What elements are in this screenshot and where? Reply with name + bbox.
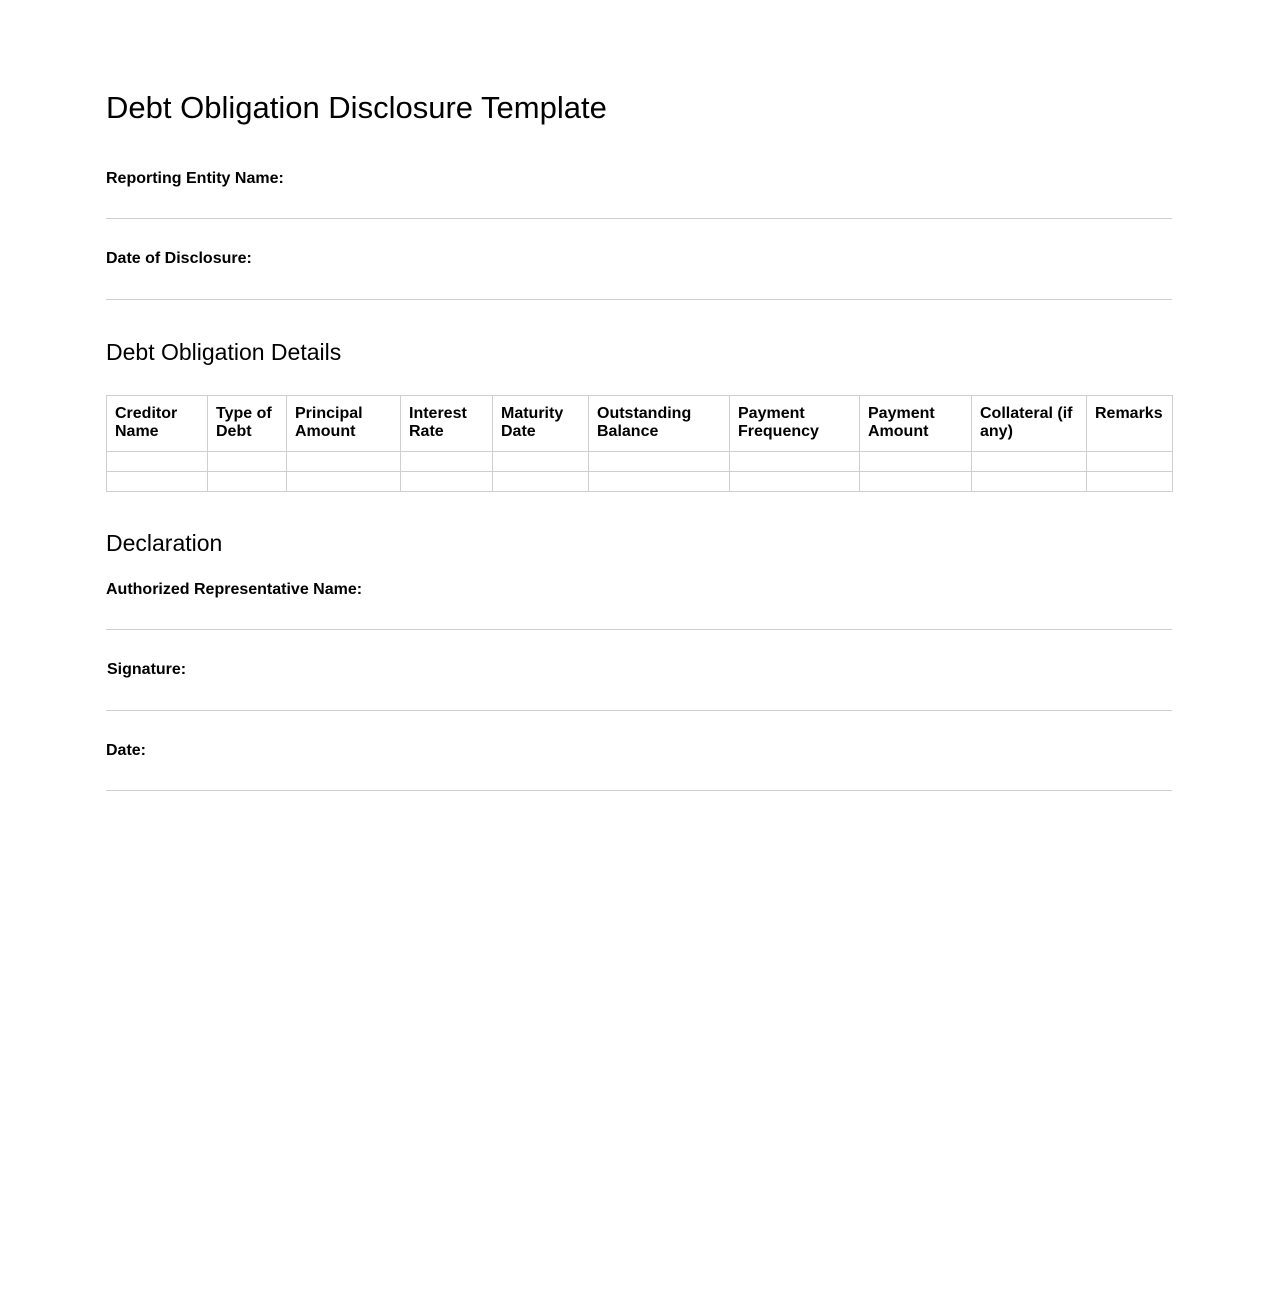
signature-field[interactable] — [106, 660, 1172, 711]
signature-label: Signature: — [107, 661, 187, 678]
date-of-disclosure-field[interactable] — [106, 249, 1172, 300]
table-header-row — [107, 396, 1173, 452]
column-header-outstanding-balance: Outstanding Balance — [589, 396, 730, 452]
page-title: Debt Obligation Disclosure Template — [106, 90, 607, 125]
column-header-collateral: Collateral (if any) — [972, 396, 1087, 452]
table-cell[interactable] — [287, 472, 401, 492]
date-field[interactable] — [106, 741, 1172, 791]
authorized-representative-name-label: Authorized Representative Name: — [106, 581, 363, 598]
column-header-remarks: Remarks — [1087, 396, 1173, 452]
column-header-maturity-date: Maturity Date — [493, 396, 589, 452]
table-cell[interactable] — [493, 452, 589, 472]
table-cell[interactable] — [401, 452, 493, 472]
table-cell[interactable] — [208, 472, 287, 492]
column-header-payment-frequency: Payment Frequency — [730, 396, 860, 452]
table-row — [107, 472, 1173, 492]
column-header-principal-amount: Principal Amount — [287, 396, 401, 452]
table-row — [107, 452, 1173, 472]
reporting-entity-name-field[interactable] — [106, 169, 1172, 219]
column-header-type-of-debt: Type of Debt — [208, 396, 287, 452]
debt-details-heading: Debt Obligation Details — [106, 339, 342, 365]
table-cell[interactable] — [589, 472, 730, 492]
column-header-payment-amount: Payment Amount — [860, 396, 972, 452]
table-cell[interactable] — [972, 472, 1087, 492]
authorized-representative-name-field[interactable] — [106, 580, 1172, 630]
table-cell[interactable] — [730, 452, 860, 472]
table-cell[interactable] — [1087, 452, 1173, 472]
table-cell[interactable] — [860, 452, 972, 472]
table-cell[interactable] — [107, 452, 208, 472]
declaration-heading: Declaration — [106, 530, 223, 556]
date-label: Date: — [106, 742, 147, 759]
table-cell[interactable] — [972, 452, 1087, 472]
table-cell[interactable] — [1087, 472, 1173, 492]
table-cell[interactable] — [401, 472, 493, 492]
table-cell[interactable] — [730, 472, 860, 492]
column-header-interest-rate: Interest Rate — [401, 396, 493, 452]
table-cell[interactable] — [493, 472, 589, 492]
column-header-creditor-name: Creditor Name — [107, 396, 208, 452]
reporting-entity-name-label: Reporting Entity Name: — [106, 170, 284, 187]
date-of-disclosure-label: Date of Disclosure: — [106, 250, 252, 267]
table-cell[interactable] — [860, 472, 972, 492]
debt-obligation-table — [106, 395, 1173, 492]
table-cell[interactable] — [208, 452, 287, 472]
table-cell[interactable] — [107, 472, 208, 492]
table-cell[interactable] — [287, 452, 401, 472]
table-cell[interactable] — [589, 452, 730, 472]
